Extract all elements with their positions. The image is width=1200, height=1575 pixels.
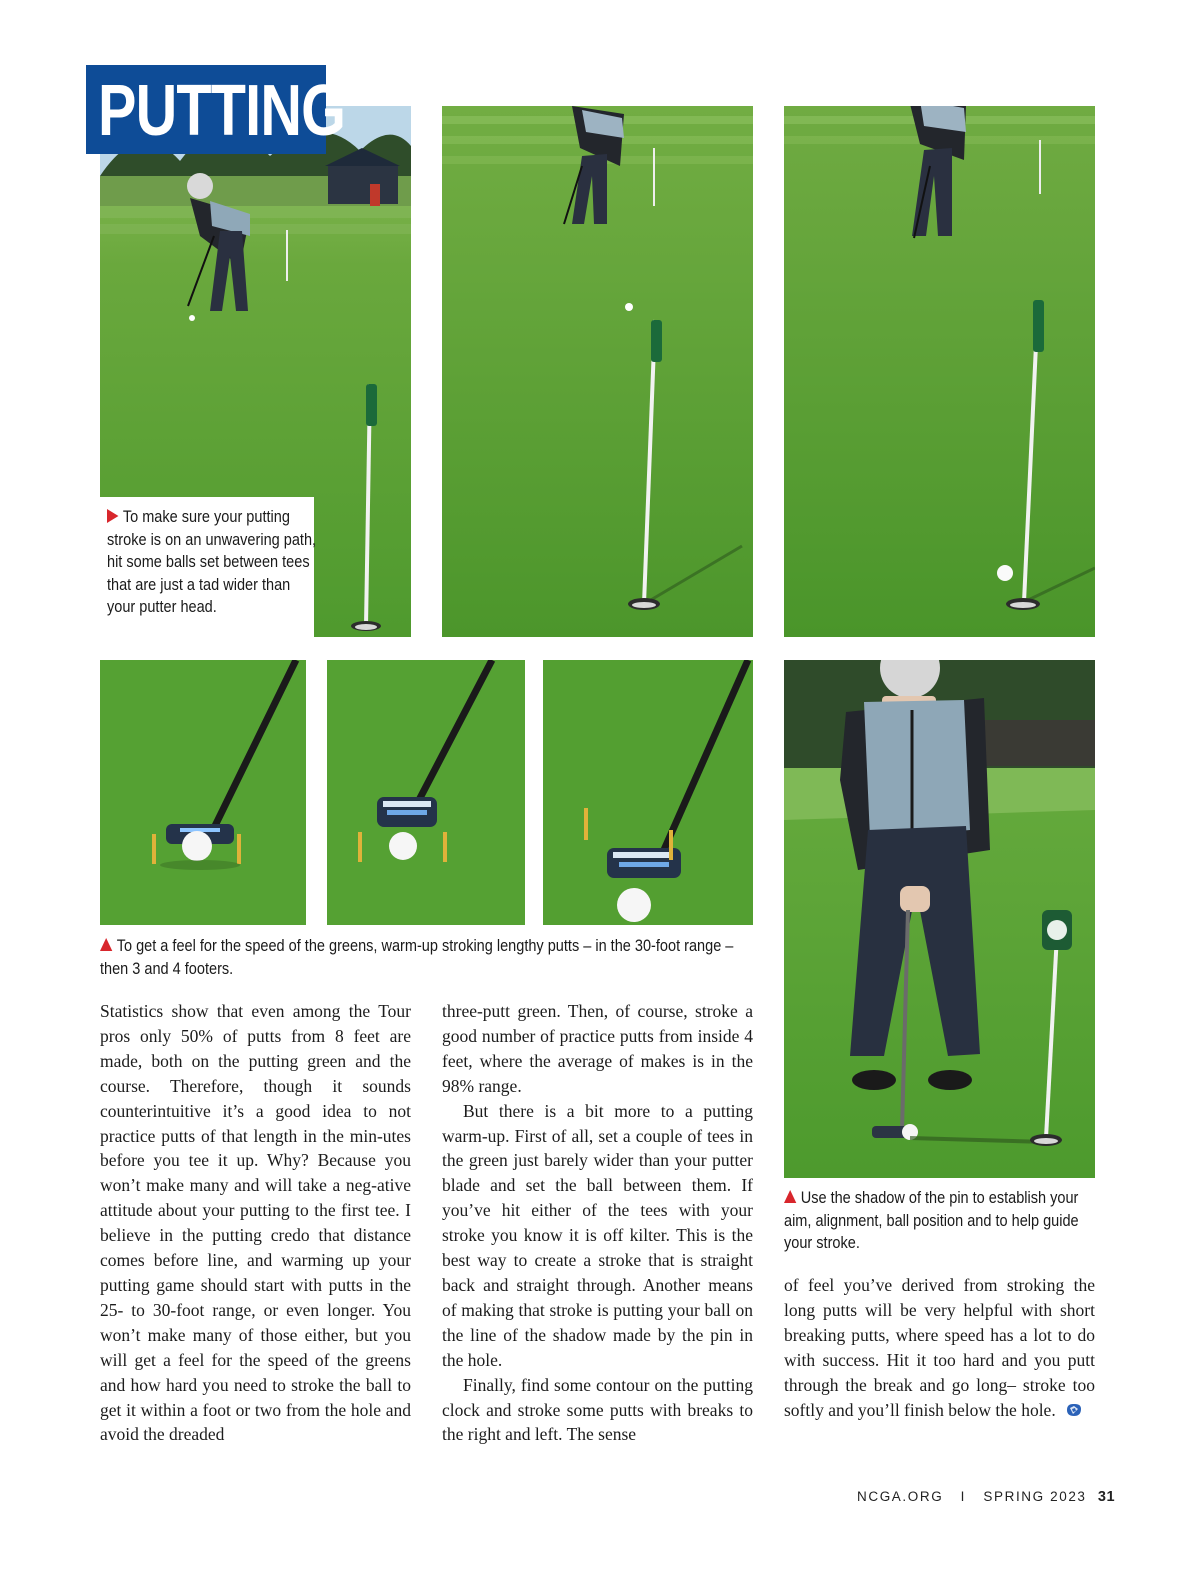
article-paragraph: Finally, find some contour on the putting clock and stroke some putts with breaks to the right and left. The sense	[442, 1374, 753, 1445]
caption-arrow-icon	[784, 1190, 796, 1203]
article-paragraph: three-putt green. Then, of course, stroke a good number of practice putts from inside 4 feet, where the average of makes is in the 98% range.	[442, 1001, 753, 1096]
ball-between-tees-photo-3	[543, 660, 753, 925]
caption-arrow-icon	[100, 938, 112, 951]
tees-caption: To make sure your putting stroke is on an unwavering path, hit some balls set between tees that are just a tad wider than your putter head.	[107, 508, 317, 616]
shadow-caption: Use the shadow of the pin to establish your aim, alignment, ball position and to help guide your stroke.	[784, 1189, 1079, 1252]
article-paragraph: But there is a bit more to a putting warm-up. First of all, set a couple of tees in the green just barely wider than your putter blade and set the ball between them. If you’ve hit either of the tees with your stroke you know it is off kilter. This is the best way to create a stroke that is straight back and straight through. Another means of making that stroke is putting your ball on the line of the shadow made by the pin in the hole.	[442, 1100, 753, 1370]
end-mark-icon	[1065, 1402, 1083, 1418]
footer-site: NCGA.ORG	[857, 1489, 944, 1504]
ball-between-tees-photo-2	[327, 660, 525, 925]
footer-issue: SPRING 2023	[983, 1489, 1087, 1504]
article-paragraph: of feel you’ve derived from stroking the long putts will be very helpful with short breaking putts, where speed has a lot to do with success. Hit it too hard and you putt through the break and go long– stroke too softly and you’ll finish below the hole.	[784, 1275, 1095, 1420]
article-column-1	[100, 999, 411, 1447]
putt-sequence-2-photo	[442, 106, 753, 637]
article-column-2	[442, 999, 753, 1447]
article-column-3	[784, 1273, 1095, 1422]
article-paragraph: Statistics show that even among the Tour pros only 50% of putts from 8 feet are made, both on the putting green and the course. Therefore, though it sounds counterintuitive it’s a good idea to not practice putts of that length in the min-utes before you tee it up. Why? Because you won’t make many and will take a neg-ative attitude about your putting to the first tee. I believe in the putting credo that distance comes before line, and warming up your putting game should start with putts in the 25- to 30-foot range, or even longer. You won’t make many of those either, but you will get a feel for the speed of the greens and how hard you need to stroke the ball to get it within a foot or two from the hole and avoid the dreaded	[100, 1001, 411, 1445]
speed-caption: To get a feel for the speed of the greens, warm-up stroking lengthy putts – in the 30-foot range – then 3 and 4 footers.	[100, 937, 734, 978]
tees-caption-box	[100, 497, 317, 637]
caption-arrow-icon	[107, 509, 118, 523]
page-title: PUTTING	[98, 71, 346, 151]
page-title-block	[86, 65, 346, 154]
page-footer	[857, 1489, 1115, 1505]
pin-shadow-photo	[784, 660, 1095, 1178]
putt-sequence-3-photo	[784, 106, 1095, 637]
footer-separator: I	[960, 1489, 967, 1504]
page-number: 31	[1097, 1489, 1116, 1505]
ball-between-tees-photo-1	[100, 660, 306, 925]
